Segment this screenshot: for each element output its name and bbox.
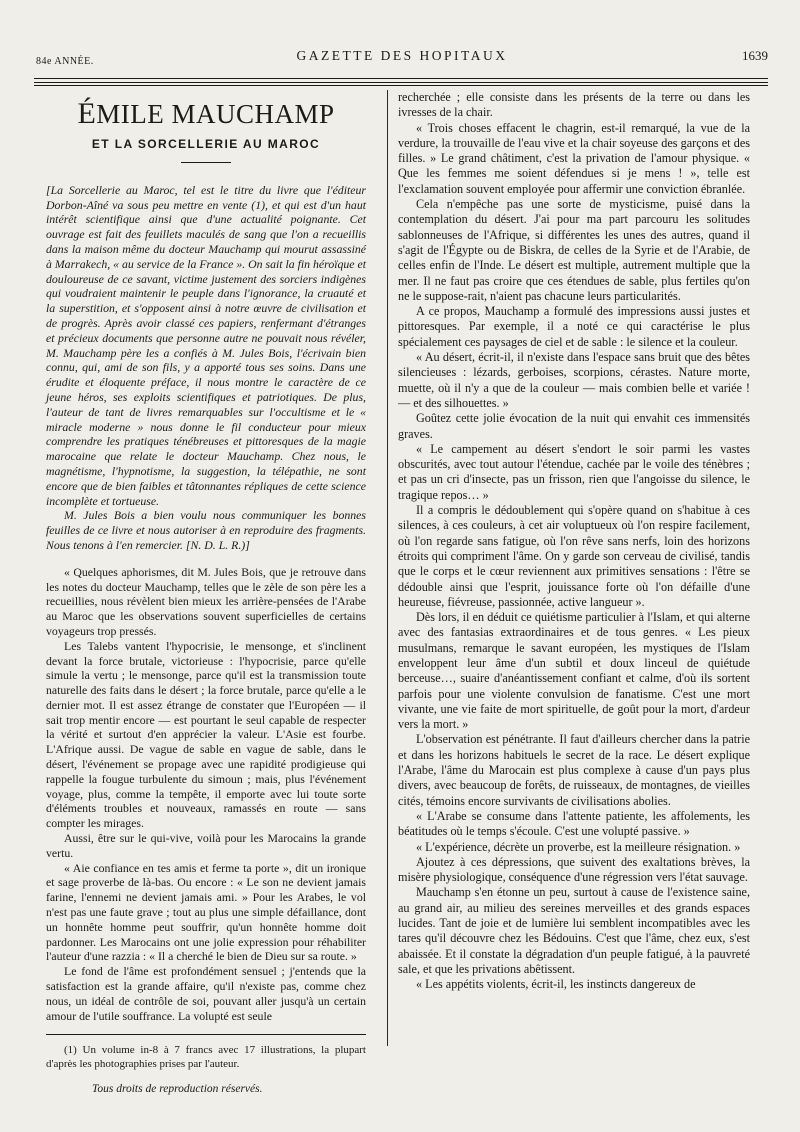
intro-paragraph: M. Jules Bois a bien voulu nous communiquer les bonnes feuilles de ce livre et nous autoriser à en reproduire des fragments. Nous tenons à l'en remercier. [N. D. L. R.)] <box>46 508 366 552</box>
body-paragraph: « Quelques aphorismes, dit M. Jules Bois, que je retrouve dans les notes du docteur Mauchamp, telles que le zèle de son père les a recueillies, nous révèlent bien mieux les arrière-pensées de l'Arabe au Maroc que les observations souvent superficielles de certains voyageurs trop pressés. <box>46 564 366 638</box>
body-paragraph: L'observation est pénétrante. Il faut d'ailleurs chercher dans la patrie et dans les horizons habituels le secret de la race. Le désert explique l'Arabe, l'âme du Marocain est plus complexe à cause d'un pays plus divers, avec beaucoup de forêts, de ruisseaux, de montagnes, de vieilles cités, témoins encore survivants de civilisations abolies. <box>398 732 750 808</box>
body-paragraph: Goûtez cette jolie évocation de la nuit qui envahit ces immensités graves. <box>398 411 750 441</box>
article-subtitle: ET LA SORCELLERIE AU MAROC <box>91 137 321 151</box>
body-paragraph: Il a compris le dédoublement qui s'opère quand on s'habitue à ces silences, à ces couleurs, à cet air voluptueux où l'on respire facilement, où l'on regarde sans fatigue, où l'on rêve sans nerfs, loin des horizons étroits qui compriment l'âme. On y garde son cerveau de civilisé, tandis que le corps et le cœur reviennent aux primitives sensations : l'être se dédouble ainsi que l'esprit, jouissance forte où l'on défaille d'une heureuse, fiévreuse, passionnée, active langueur ». <box>398 503 750 609</box>
left-column <box>46 95 366 1071</box>
journal-name: GAZETTE DES HOPITAUX <box>296 48 508 63</box>
body-paragraph: Ajoutez à ces dépressions, que suivent des exaltations brèves, la misère physiologique, conséquence d'une régression vers l'état sauvage. <box>398 854 750 885</box>
body-paragraph: « Trois choses effacent le chagrin, est-il remarqué, la vue de la verdure, la trouvaille de l'eau vive et la chair soyeuse des garçons et des filles. » Le grand châtiment, c'est la privation de l'amour physique. « Que les femmes me soient défendues si je mens ! », telle est l'exclamation souvent employée pour affermir une conviction ébranlée. <box>398 120 750 196</box>
body-paragraph: « Le campement au désert s'endort le soir parmi les vastes obscurités, avec tout autour l'étendue, cachée par le voile des ténèbres ; et pas un cri d'insecte, pas un frisson, rien que l'angoisse du silence, le tragique repos… » <box>398 441 750 502</box>
article-title <box>46 99 366 129</box>
body-paragraph: Le fond de l'âme est profondément sensuel ; j'entends que la satisfaction est la grande affaire, qu'il n'existe pas, comme chez nous, un idéal de contrôle de soi, pouvant aller jusqu'à un certain amour de l'utile souffrance. La volupté est seule <box>46 964 366 1023</box>
header-rule <box>34 82 768 83</box>
footnote-rule <box>46 1034 366 1035</box>
footnote: (1) Un volume in-8 à 7 francs avec 17 illustrations, la plupart d'après les photographies prises par l'auteur. <box>46 1044 366 1070</box>
body-paragraph: « L'Arabe se consume dans l'attente patiente, les affolements, les béatitudes où le temps s'écoule. C'est une volupté passive. » <box>398 808 750 839</box>
column-divider <box>387 90 388 1046</box>
title-rest: MILE MAUCHAMP <box>96 99 335 129</box>
body-paragraph: « Au désert, écrit-il, il n'existe dans l'espace sans bruit que des bêtes silencieuses : lézards, gerboises, scorpions, cérastes. Nature morte, muette, où il n'y a que de la couleur — mais combien belle et variée ! — et des silhouettes. » <box>398 350 750 410</box>
body-paragraph: « Les appétits violents, écrit-il, les instincts dangereux de <box>416 977 696 992</box>
body-paragraph: Cela n'empêche pas une sorte de mysticisme, puisé dans la contemplation du désert. J'ai pour ma part parcouru les solitudes sablonneuses de l'Afrique, si différentes les unes des autres, quand il s'agit de l'Égypte ou de Biskra, de celles de la Syrie et de l'Arabie, de celles enfin de l'Inde. Le désert est multiple, autrement multiple que la mer. Il ne faut pas croire que ces étendues de sable, plus fertiles qu'on ne le suppose-rait, n'aient pas chacune leurs particularités. <box>398 197 750 303</box>
body-paragraph: A ce propos, Mauchamp a formulé des impressions aussi justes et pittoresques. Par exemple, il a noté ce qui caractérise le plus spécialement ces paysages de ciel et de sable : le silence et la couleur. <box>398 304 750 349</box>
editorial-intro <box>46 183 366 553</box>
year-label: 84e ANNÉE. <box>36 56 94 67</box>
running-header <box>36 48 768 68</box>
header-rule <box>34 85 768 86</box>
body-paragraph: Aussi, être sur le qui-vive, voilà pour les Marocains la grande vertu. <box>46 831 366 860</box>
body-paragraph: « L'expérience, décrète un proverbe, est la meilleure résignation. » <box>416 839 741 854</box>
intro-paragraph: [La Sorcellerie au Maroc, tel est le titre du livre que l'éditeur Dorbon-Aîné va sous peu mettre en vente (1), et qui est d'un haut intérêt scientifique ainsi que d'une actualité poignante. Cet ouvrage est fait des feuillets maculés de sang que l'on a recueillis dans la maison même du docteur Mauchamp qui mourut assassiné à Marrakech, « au service de la France ». On sait la fin héroïque et douloureuse de ce savant, victime justement des sorciers indigènes qui voudraient maintenir le peuple dans l'ignorance, la cruauté et la superstition, et s'opposent ainsi à notre œuvre de civilisation et de progrès. Après avoir classé ces papiers, renfermant d'étranges et précieux documents que personne autre ne pouvait nous révéler, M. Mauchamp père les a confiés à M. Jules Bois, l'écrivain bien connu, qui, ami de son fils, y a apporté tous ses soins. Dans une érudite et éloquente préface, il nous montre le caractère de ce jeune héros, ses exploits scientifiques et patriotiques. De plus, l'auteur de tant de livres remarquables sur l'occultisme et le « miracle moderne » nous donne le fil conducteur pour mieux comprendre les pratiques ténébreuses et pittoresques de la magie marocaine que relate le docteur Mauchamp. Chez nous, le magnétisme, l'hypnotisme, la suggestion, la télépathie, ne sont encore que de bien faibles et tâtonnantes répliques de cette science incomplète et tortueuse. <box>46 182 366 508</box>
body-paragraph: « Aie confiance en tes amis et ferme ta porte », dit un ironique et sage proverbe de là-bas. Ou encore : « Le son ne devient jamais farine, l'ennemi ne devient jamais ami. » Pour les Arabes, le vol n'est pas une faute grave ; tout au plus une simple défaillance, dont un honnête homme peut souffrir, qu'un honnête homme doit pardonner. Les Marocains ont une jolie expression pour réhabiliter l'auteur d'une razzia : « Il a cherché le bien de Dieu sur sa route. » <box>46 860 366 964</box>
title-initial: É <box>77 97 97 130</box>
title-rule <box>181 162 231 163</box>
body-paragraph: Les Talebs vantent l'hypocrisie, le mensonge, et s'inclinent devant la force brutale, victorieuse : l'hypocrisie, parce qu'elle simule la vertu ; le mensonge, parce qu'il est la transmission toute naturelle des faits dans le désert ; la force brutale, parce qu'elle a le dernier mot. Il est assez étrange de constater que l'Européen — il sait trop mentir encore — est pourtant le seul capable de respecter la vérité et surtout d'en apprécier la valeur. L'Asie est fourbe. L'Afrique aussi. De vague de sable en vague de sable, dans le désert, l'événement se propage avec une rapidité prodigieuse qui rappelle la fougue turbulente du simoun ; mais, plus l'événement voyage, plus, comme la tempête, il emporte avec lui toute sorte d'éléments troubles et nouveaux, ramassés en route — sans compter les mirages. <box>46 638 366 831</box>
page-number: 1639 <box>742 48 768 63</box>
header-rule <box>34 78 768 79</box>
rights-notice: Tous droits de reproduction réservés. <box>92 1083 263 1095</box>
body-paragraph: recherchée ; elle consiste dans les présents de la terre ou dans les ivresses de la chair. <box>398 90 750 120</box>
right-column <box>398 90 750 993</box>
body-paragraph: Mauchamp s'en étonne un peu, surtout à cause de l'existence saine, au grand air, au milieu des sereines merveilles et des grands espaces lucides. Tant de joie et de lumière lui semblent incompatibles avec les tares qu'il découvre chez les Bédouins. C'est que l'âme, chez eux, s'est abaissée. Et il constate la dégradation d'un peuple fatigué, à la pauvreté sale, et que les privations abêtissent. <box>398 885 750 976</box>
body-paragraph: Dès lors, il en déduit ce quiétisme particulier à l'Islam, et qui alterne avec des fantasias extraordinaires et de tous genres. « Les pieux musulmans, remarque le savant européen, les mystiques de l'Islam enveloppent leur âme d'un subtil et doux linceul de quiétude berceuse…, suaire d'anéantissement confiant et calme, d'où ils sortent parfois pour une violente convulsion de fanatisme. C'est une mort vivante, une vie faite de mort spirituelle, de goût pour la mort, d'ardeur vers la mort. » <box>398 610 750 732</box>
